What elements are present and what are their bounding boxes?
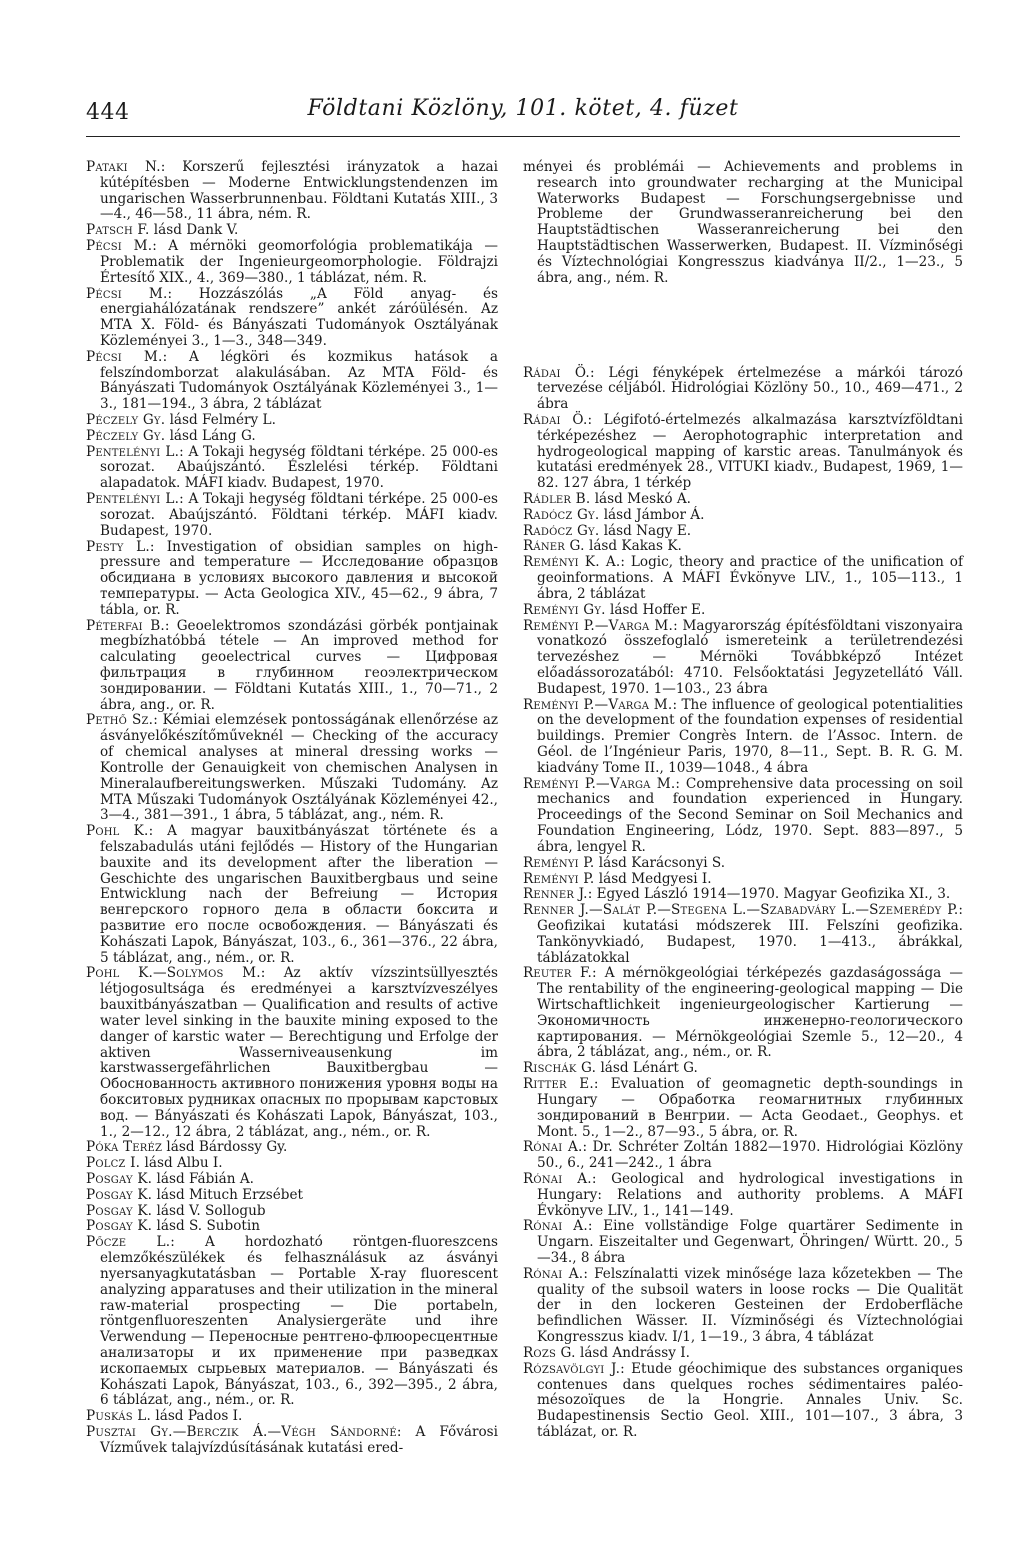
entry-author: Pohl K. <box>86 823 149 840</box>
entry-author: Péczely Gy. <box>86 427 166 444</box>
page-number: 444 <box>86 100 130 125</box>
entry-author: Puskás L. <box>86 1408 152 1425</box>
running-title: Földtani Közlöny, 101. kötet, 4. füzet <box>307 96 739 121</box>
entry-text: : Az aktív vízszintsüllyesztés létjogosultsága és eredményei a karsztvízveszélyes bauxitbányászatban — Qualification and results of active water level sinking in the bauxite mining exposed to the danger of karstic water — Berechtigung und Erfolge der aktiven Wasserniveausenkung im karstwassergefährlichen Bauxitbergbau — Обоснованность активного понижения уровня воды на бокситовых рудниках опасных по прорывам карстовых вод. — Bányászati és Kohászati Lapok, Bányászat, 103., 1., 2—12., 12 ábra, 2 táblázat, ang., ném., or. R. <box>100 965 498 1140</box>
bibliography-entry <box>523 856 963 872</box>
bibliography-entry <box>523 1061 963 1077</box>
entry-author: Rádler B. <box>523 491 591 507</box>
bibliography-entry <box>523 887 963 903</box>
entry-author: Pécsi M. <box>86 238 153 255</box>
entry-author: Posgay K. <box>86 1186 153 1203</box>
bibliography-entry <box>86 160 498 223</box>
entry-author: Rádai Ö. <box>523 411 588 428</box>
entry-text: lásd Nagy E. <box>599 522 692 539</box>
bibliography-entry <box>86 713 498 824</box>
entry-text: : Investigation of obsidian samples on high-pressure and temperature — Исследование образцов обсидиана в условиях высокого давления и высокой температуры. — Acta Geologica XIV., 45—62., 9 ábra, 7 tábla, or. R. <box>100 538 498 618</box>
entry-text: : A mérnöki geomorfológia problematikája — Problematik der Ingenieurgeomorphologie. Földrajzi Értesítő XIX., 4., 369—380., 1 táblázat, ném. R. <box>100 238 498 286</box>
bibliography-entry <box>86 492 498 539</box>
bibliography-entry <box>86 619 498 714</box>
bibliography-entry <box>523 1219 963 1266</box>
bibliography-entry <box>523 492 963 508</box>
entry-author: Renner J. <box>523 886 588 903</box>
bibliography-entry <box>523 539 963 555</box>
bibliography-entry <box>86 1172 498 1188</box>
entry-author: Pentelényi L. <box>86 443 180 460</box>
entry-author: Pesty L. <box>86 538 150 555</box>
entry-author: Pőcze L. <box>86 1234 171 1251</box>
entry-text: : A magyar bauxitbányászat története és a felszabadulás utáni fejlődés — History of the Hungarian bauxite and its development after the liberation — Geschichte des ungarischen Bauxitbergbaus und seine Entwicklung nach der Befreiung — История венгерского горного дела в области боксита и развитие его после освобождения. — Bányászati és Kohászati Lapok, Bányászat, 103., 6., 361—376., 22 ábra, 5 táblázat, ang., ném., or. R. <box>100 823 498 966</box>
bibliography-entry <box>523 366 963 413</box>
entry-author: Reményi P.—Varga M. <box>523 696 673 713</box>
entry-author: Radócz Gy. <box>523 506 600 523</box>
entry-author: Posgay K. <box>86 1171 153 1187</box>
entry-author: Ráner G. <box>523 538 585 555</box>
entry-text: lásd Bárdossy Gy. <box>162 1139 288 1156</box>
entry-text: : A Tokaji hegység földtani térképe. 25 000-es sorozat. Abaújszántó. Földtani térkép. MÁFI kiadv. Budapest, 1970. <box>100 491 498 539</box>
bibliography-entry <box>86 1425 498 1457</box>
entry-author: Reményi P.—Varga M. <box>523 617 674 634</box>
entry-author: Póka Teréz <box>86 1139 163 1156</box>
entry-text: : Kémiai elemzések pontosságának ellenőrzése az ásványelőkészítőműveknél — Checking of the accuracy of chemical analyses at mineral dressing works — Kontrolle der Genauigkeit von chemischen Analysen in Mineralaufbereitungswerken. Műszaki Tudomány. Az MTA Műszaki Tudományok Osztályának Közleményei 42., 3—4., 381—391., 1 ábra, 5 táblázat, ang., ném. R. <box>100 712 498 824</box>
entry-text: lásd Mituch Erzsébet <box>152 1186 303 1203</box>
entry-text: : Légi fényképek értelmezése a márkói tározó tervezése céljából. Hidrológiai Közlöny 50., 10., 469—471., 2 ábra <box>537 364 963 413</box>
entry-text: : Egyed László 1914—1970. Magyar Geofizika XI., 3. <box>587 886 951 903</box>
bibliography-entry <box>86 1235 498 1409</box>
entry-author: Rózsavölgyi J. <box>523 1360 621 1377</box>
entry-text: lásd Felméry L. <box>165 412 276 428</box>
bibliography-entry <box>523 524 963 540</box>
entry-author: Reményi P. <box>523 854 595 871</box>
bibliography-entry <box>523 698 963 777</box>
bibliography-entry <box>86 540 498 619</box>
entry-author: Péterfai B. <box>86 617 165 634</box>
entry-text: : A légköri és kozmikus hatások a felszíndomborzat alakulásában. Az MTA Föld- és Bányászati Tudományok Osztályának Közleményei 3., 1—3., 181—194., 3 ábra, 2 táblázat <box>100 348 498 413</box>
entry-author: Reményi P. <box>523 870 595 887</box>
entry-text: lásd Hoffer E. <box>605 601 706 618</box>
bibliography-entry <box>523 1172 963 1219</box>
entry-author: Rónai A. <box>523 1218 588 1235</box>
entry-author: Rozs G. <box>523 1344 576 1361</box>
entry-author: Reményi K. A. <box>523 554 621 571</box>
bibliography-entry <box>86 1188 498 1204</box>
entry-author: Rischák G. <box>523 1060 597 1077</box>
entry-author: Rónai A. <box>523 1139 583 1156</box>
bibliography-entry <box>523 966 963 1061</box>
bibliography-entry <box>86 1156 498 1172</box>
entry-text: : Felszínalatti vizek minősége laza kőzetekben — The quality of the subsoil waters in loose rocks — Die Qualität der in den lockeren Gesteinen der Erdoberfläche befindlichen Wässer. II. Vízminőségi és Víztechnológiai Kongresszus kiadv. I/1, 1—19., 3 ábra, 4 táblázat <box>537 1265 963 1346</box>
bibliography-entry <box>86 824 498 966</box>
entry-author: Pethő Sz. <box>86 712 154 729</box>
entry-text: lásd Andrássy I. <box>575 1344 690 1361</box>
bibliography-entry <box>86 429 498 445</box>
entry-text: lásd Fábián A. <box>152 1171 254 1187</box>
entry-author: Rónai A. <box>523 1170 592 1187</box>
entry-text: : Eine vollständige Folge quartärer Sedimente in Ungarn. Eiszeitalter und Gegenwart, Öhringen/ Württ. 20., 5—34., 8 ábra <box>537 1218 963 1266</box>
entry-text: : Etude géochimique des substances organiques contenues dans quelques roches sédimentaires paléo-mésozoïques de la Hongrie. Annales Univ. Sc. Budapestinensis Sectio Geol. XIII., 101—107., 3 ábra, 3 táblázat, or. R. <box>537 1360 963 1440</box>
entry-author: Pécsi M. <box>86 285 168 302</box>
entry-author: Péczely Gy. <box>86 412 166 428</box>
bibliography-entry <box>523 413 963 492</box>
entry-text: ményei és problémái — Achievements and problems in research into groundwater recharging at the Municipal Waterworks Budapest — Forschungsergebnisse und Probleme der Grundwasseranreicherung bei den Hauptstädtischen Wasseranreicherung bei den Hauptstädtischen Wasserwerken, Budapest. II. Vízminőségi és Víztechnológiai Kongresszus kiadványa II/2., 1—23., 5 ábra, ang., ném. R. <box>523 159 963 286</box>
bibliography-entry <box>523 903 963 966</box>
entry-text: : The influence of geological potentialities on the development of the foundation expenses of residential buildings. Premier Congrès Intern. de l’Assoc. Intern. de Géol. de l’Ingénieur Paris, 1970, 8—11., Sept. B. R. G. M. kiadvány Tome II., 1039—1048., 4 ábra <box>537 696 963 776</box>
bibliography-entry <box>523 1267 963 1346</box>
bibliography-entry <box>86 1409 498 1425</box>
bibliography-entry <box>86 445 498 492</box>
entry-text: : Korszerű fejlesztési irányzatok a hazai kútépítésben — Moderne Entwicklungstendenzen im ungarischen Wasserbrunnenbau. Földtani Kutatás XIII., 3—4., 46—58., 11 ábra, ném. R. <box>100 159 498 223</box>
entry-author: Renner J.—Salát P.—Stegena L.—Szabadváry L.—Szemerédy P. <box>523 902 959 919</box>
bibliography-entry <box>523 555 963 602</box>
entry-author: Patsch F. <box>86 222 150 239</box>
entry-author: Polcz I. <box>86 1155 141 1172</box>
entry-text: : Evaluation of geomagnetic depth-soundings in Hungary — Обработка геомагнитных глубинных зондирований в Венгрии. — Acta Geodaet., Geophys. et Mont. 5., 1—2., 87—93., 5 ábra, or. R. <box>537 1076 964 1140</box>
entry-text: lásd V. Sollogub <box>152 1202 266 1219</box>
bibliography-entry <box>523 1077 963 1140</box>
entry-text: lásd Láng G. <box>165 427 256 444</box>
bibliography-entry <box>86 287 498 350</box>
entry-text: lásd Pados I. <box>151 1408 243 1425</box>
entry-author: Pataki N. <box>86 159 161 175</box>
entry-author: Pentelényi L. <box>86 491 180 508</box>
entry-author: Radócz Gy. <box>523 522 600 539</box>
header-rule <box>86 136 960 137</box>
entry-text: lásd S. Subotin <box>152 1218 260 1235</box>
entry-text: lásd Kakas K. <box>584 538 682 555</box>
entry-text: : Geofizikai kutatási módszerek III. Felszíni geofizika. Tankönyvkiadó, Budapest, 1970. 1—413., ábrákkal, táblázatokkal <box>537 902 963 966</box>
entry-text: : Légifotó-értelmezés alkalmazása karsztvízföldtani térképezéshez — Aerophotographic interpretation and hydrogeological mapping of karstic areas. Tanulmányok és kutatási eredmények 28., VITUKI kiadv., Budapest, 1969, 1—82. 127 ábra, 1 térkép <box>537 411 963 492</box>
bibliography-entry <box>523 777 963 856</box>
left-column <box>86 160 498 1457</box>
entry-text: lásd Lénárt G. <box>596 1060 698 1077</box>
entry-author: Ritter E. <box>523 1076 594 1093</box>
entry-text: : Hozzászólás „A Föld anyag- és energiahálózatának rendszere” ankét záróülésén. Az MTA X. Föld- és Bányászati Tudományok Osztályának Közleményei 3., 1—3., 348—349. <box>100 285 498 349</box>
entry-text: : Comprehensive data processing on soil mechanics and foundation experienced in Hungary. Proceedings of the Second Seminar on Soil Mechanics and Foundation Engineering, Lódz, 1970. Sept. 883—897., 5 ábra, lengyel R. <box>537 775 963 855</box>
entry-text: lásd Albu I. <box>140 1155 223 1172</box>
bibliography-entry <box>86 239 498 286</box>
entry-author: Rónai A. <box>523 1265 584 1282</box>
entry-author: Posgay K. <box>86 1218 153 1235</box>
entry-text: : Geoelektromos szondázási görbék pontjainak megbízhatóbbá tétele — An improved method for calculating geoelectrical curves — Цифровая фильтрация в глубинном геоэлектрическом зондировании. — Földtani Kutatás XIII., 1., 70—71., 2 ábra, ang., or. R. <box>100 617 498 713</box>
entry-text: : Geological and hydrological investigations in Hungary: Relations and authority problems. A MÁFI Évkönyve LIV., 1., 141—149. <box>537 1170 963 1219</box>
bibliography-entry <box>523 603 963 619</box>
bibliography-entry <box>86 413 498 429</box>
bibliography-entry <box>523 1346 963 1362</box>
bibliography-entry <box>523 508 963 524</box>
entry-text: : A hordozható röntgen-fluoreszcens elemzőkészülékek és felhasználásuk az ásványi nyersanyagkutatásban — Portable X-ray fluorescent analyzing apparatuses and their utilization in the mineral raw-material prospecting — Die portabeln, röntgenfluoreszenten Analysiergeräte und ihre Verwendung — Переносные рентгено-флюоресцентные анализаторы и их применение при разведках ископаемых сырьевых материалов. — Bányászati és Kohászati Lapok, Bányászat, 103., 6., 392—395., 2 ábra, 6 táblázat, ang., ném., or. R. <box>100 1234 498 1409</box>
entry-author: Pohl K.—Solymos M. <box>86 965 261 982</box>
entry-text: : A Fővárosi Vízművek talajvízdúsításának kutatási ered- <box>100 1424 499 1456</box>
entry-text: : Logic, theory and practice of the unification of geoinformations. A MÁFI Évkönyve LIV., 1., 105—113., 1 ábra, 2 táblázat <box>537 554 963 602</box>
entry-author: Pécsi M. <box>86 348 163 365</box>
entry-text: : A Tokaji hegység földtani térképe. 25 000-es sorozat. Abaújszántó. Észlelési térkép. Földtani alapadatok. MÁFI kiadv. Budapest, 1970. <box>100 443 498 492</box>
bibliography-entry <box>523 1362 963 1441</box>
entry-text: : Magyarország építésföldtani viszonyaira vonatkozó összefoglaló ismereteink a területrendezési tervezéshez — Mérnöki Továbbképző Intézet előadássorozatából: 4710. Felsőoktatási Jegyzetellátó Váll. Budapest, 1970. 1—103., 23 ábra <box>537 617 963 697</box>
entry-author: Rádai Ö. <box>523 364 590 381</box>
bibliography-entry <box>86 966 498 1140</box>
column-gap <box>523 287 963 366</box>
entry-text: lásd Meskó A. <box>590 491 691 507</box>
bibliography-entry <box>86 1219 498 1235</box>
page-header <box>86 96 960 132</box>
bibliography-entry <box>523 619 963 698</box>
entry-text: lásd Karácsonyi S. <box>594 854 726 871</box>
bibliography-entry <box>86 1204 498 1220</box>
entry-author: Posgay K. <box>86 1202 153 1219</box>
entry-text: lásd Dank V. <box>149 222 239 239</box>
entry-author: Reményi Gy. <box>523 601 606 618</box>
entry-text: lásd Medgyesi I. <box>594 870 712 887</box>
bibliography-entry <box>523 872 963 888</box>
bibliography-entry <box>523 160 963 287</box>
right-column <box>523 160 963 1441</box>
entry-author: Pusztai Gy.—Berczik Á.—Végh Sándorné <box>86 1424 397 1440</box>
bibliography-entry <box>86 350 498 413</box>
entry-author: Reuter F. <box>523 965 593 982</box>
entry-text: lásd Jámbor Á. <box>599 506 705 523</box>
bibliography-entry <box>86 223 498 239</box>
bibliography-entry <box>86 1140 498 1156</box>
entry-author: Reményi P.—Varga M. <box>523 775 676 792</box>
entry-text: : A mérnökgeológiai térképezés gazdaságossága — The rentability of the engineering-geological mapping — Die Wirtschaftlichkeit ingenieurgeologischer Kartierung — Экономичность инженерно-геологического картирования. — Mérnökgeológiai Szemle 5., 12—20., 4 ábra, 2 táblázat, ang., ném., or. R. <box>537 965 963 1061</box>
bibliography-entry <box>523 1140 963 1172</box>
entry-text: : Dr. Schréter Zoltán 1882—1970. Hidrológiai Közlöny 50., 6., 241—242., 1 ábra <box>537 1139 963 1172</box>
